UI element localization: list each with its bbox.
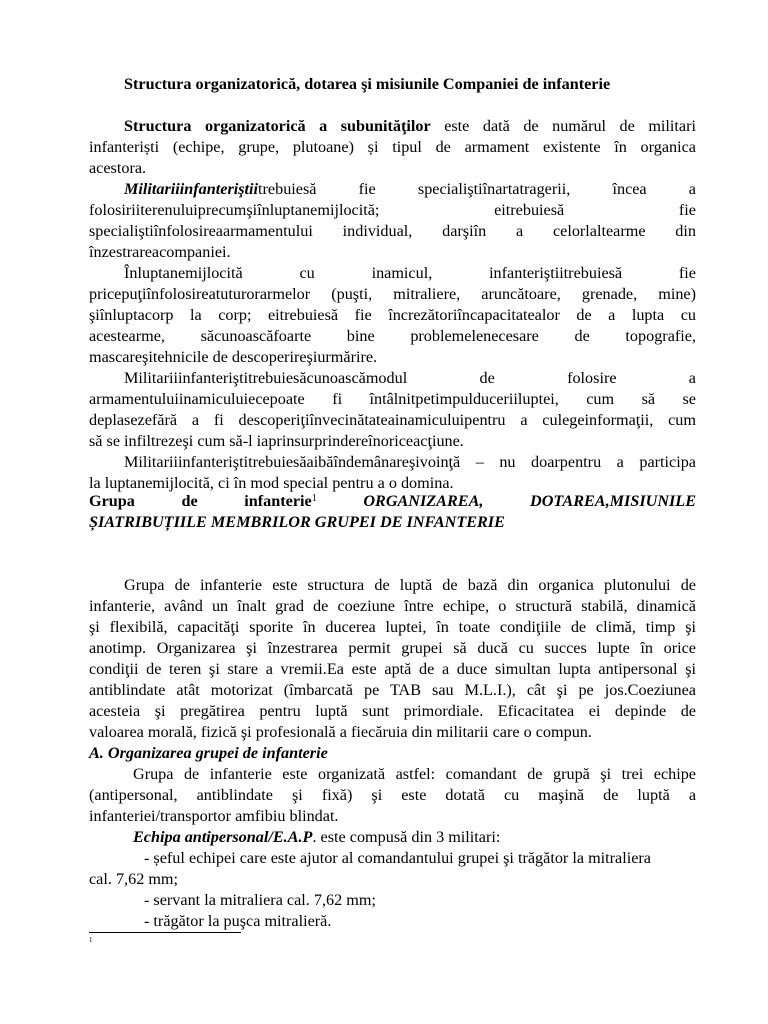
bold-lead: Structura organizatorică a subunităţilor — [124, 117, 431, 135]
section-heading-line2: ȘIATRIBUȚIILE MEMBRILOR GRUPEI DE INFANTERIE — [89, 513, 505, 531]
text-span: . este compusă din 3 militari: — [312, 828, 501, 846]
list-item-continuation: cal. 7,62 mm; — [89, 870, 179, 888]
paragraph-line: valoarea morală, fizică şi profesională a fiecăruia din militarii care o compun. — [89, 723, 592, 741]
paragraph-line: acestearme, săcunoascăfoarte bine problemelenecesare de topografie, — [89, 327, 696, 345]
footnote-mark: 1 — [89, 936, 93, 944]
paragraph-line: şiînluptacorp la corp; eitrebuiesă fie încrezătoriîncapacitatealor de a lupta cu — [89, 306, 696, 324]
paragraph-line: să se infiltrezeşi cum să-l iaprinsurprindereînoriceacţiune. — [89, 432, 464, 450]
paragraph-line: specialiştiînfolosireaarmamentului individual, darşiîn a celorlaltearme din — [89, 222, 696, 240]
paragraph-line: condiţii de teren şi stare a vremii.Ea este aptă de a duce simultan lupta antipersonal şi — [89, 660, 696, 678]
paragraph-line: înzestrareacompaniei. — [89, 243, 231, 261]
paragraph-line: infanteriei/transportor amfibiu blindat. — [89, 807, 339, 825]
paragraph-line: şi flexibilă, capacităţi sporite în ducerea luptei, în toate condiţiile de climă, timp şi — [89, 618, 696, 636]
paragraph-line: deplasezefără a fi descoperiţiînvecinătateainamiculuipentru a culegeinformaţii, cum — [89, 411, 696, 429]
list-item: - servant la mitraliera cal. 7,62 mm; — [144, 891, 376, 909]
footnote-separator — [89, 932, 241, 933]
paragraph-line — [133, 827, 740, 848]
paragraph-line: mascareşitehnicile de descoperireşiurmărire. — [89, 348, 378, 366]
heading-left: Grupa de infanterie — [89, 492, 312, 510]
bold-italic-lead: Echipa antipersonal/E.A.P — [133, 828, 313, 846]
page-title: Structura organizatorică, dotarea şi misiunile Companiei de infanterie — [124, 75, 611, 93]
paragraph-line: Grupa de infanterie este organizată astfel: comandant de grupă şi trei echipe — [133, 765, 696, 783]
paragraph-line: Grupa de infanterie este structura de luptă de bază din organica plutonului de — [124, 576, 696, 594]
paragraph-line — [124, 116, 696, 137]
list-item: - șeful echipei care este ajutor al comandantului grupei şi trăgător la mitraliera — [144, 849, 651, 867]
section-a-heading: A. Organizarea grupei de infanterie — [89, 744, 328, 762]
paragraph-line: pricepuţiînfolosireatuturorarmelor (puşti, mitraliere, aruncătoare, grenade, mine) — [89, 285, 696, 303]
footnote-ref: 1 — [311, 493, 317, 504]
text-span: trebuiesă fie specialiştiînartatragerii, încea a — [258, 180, 696, 198]
paragraph-line: (antipersonal, antiblindate şi fixă) şi este dotată cu maşină de luptă a — [89, 786, 696, 804]
section-heading — [89, 491, 696, 512]
text-span: este dată de numărul de militari — [444, 117, 696, 135]
paragraph-line: la luptanemijlocită, ci în mod special pentru a o domina. — [89, 474, 454, 492]
paragraph-line: acesteia şi pregătirea pentru luptă sunt primordiale. Eficacitatea ei depinde de — [89, 702, 696, 720]
paragraph-line: folosiriiterenuluiprecumşiînluptanemijlocită; eitrebuiesă fie — [89, 201, 696, 219]
paragraph-line: anotimp. Organizarea şi înzestrarea permit grupei să ducă cu succes lupte în orice — [89, 639, 696, 657]
paragraph-line: acestora. — [89, 159, 147, 177]
paragraph-line: Înluptanemijlocită cu inamicul, infanteriştiitrebuiesă fie — [124, 264, 696, 282]
paragraph-line: Militariiinfanteriştitrebuiesăaibăîndemânareşivoinţă – nu doarpentru a participa — [124, 453, 696, 471]
paragraph-line: antiblindate atât motorizat (îmbarcată pe TAB sau M.L.I.), cât şi pe jos.Coeziunea — [89, 681, 696, 699]
list-item: - trăgător la puşca mitralieră. — [144, 912, 332, 930]
paragraph-line — [124, 179, 696, 200]
paragraph-line: Militariiinfanteriştitrebuiesăcunoascămodul de folosire a — [124, 369, 696, 387]
paragraph-line: armamentuluiinamiculuiecepoate fi întâlnitpetimpulduceriiluptei, cum să se — [89, 390, 696, 408]
paragraph-line: infanterie, având un înalt grad de coeziune între echipe, o structură stabilă, dinamică — [89, 597, 696, 615]
bold-italic-lead: Militariiinfanteriştii — [124, 180, 259, 198]
heading-right: ORGANIZAREA, DOTAREA,MISIUNILE — [363, 492, 696, 510]
paragraph-line: infanteriști (echipe, grupe, plutoane) și tipul de armament existente în organica — [89, 138, 696, 156]
